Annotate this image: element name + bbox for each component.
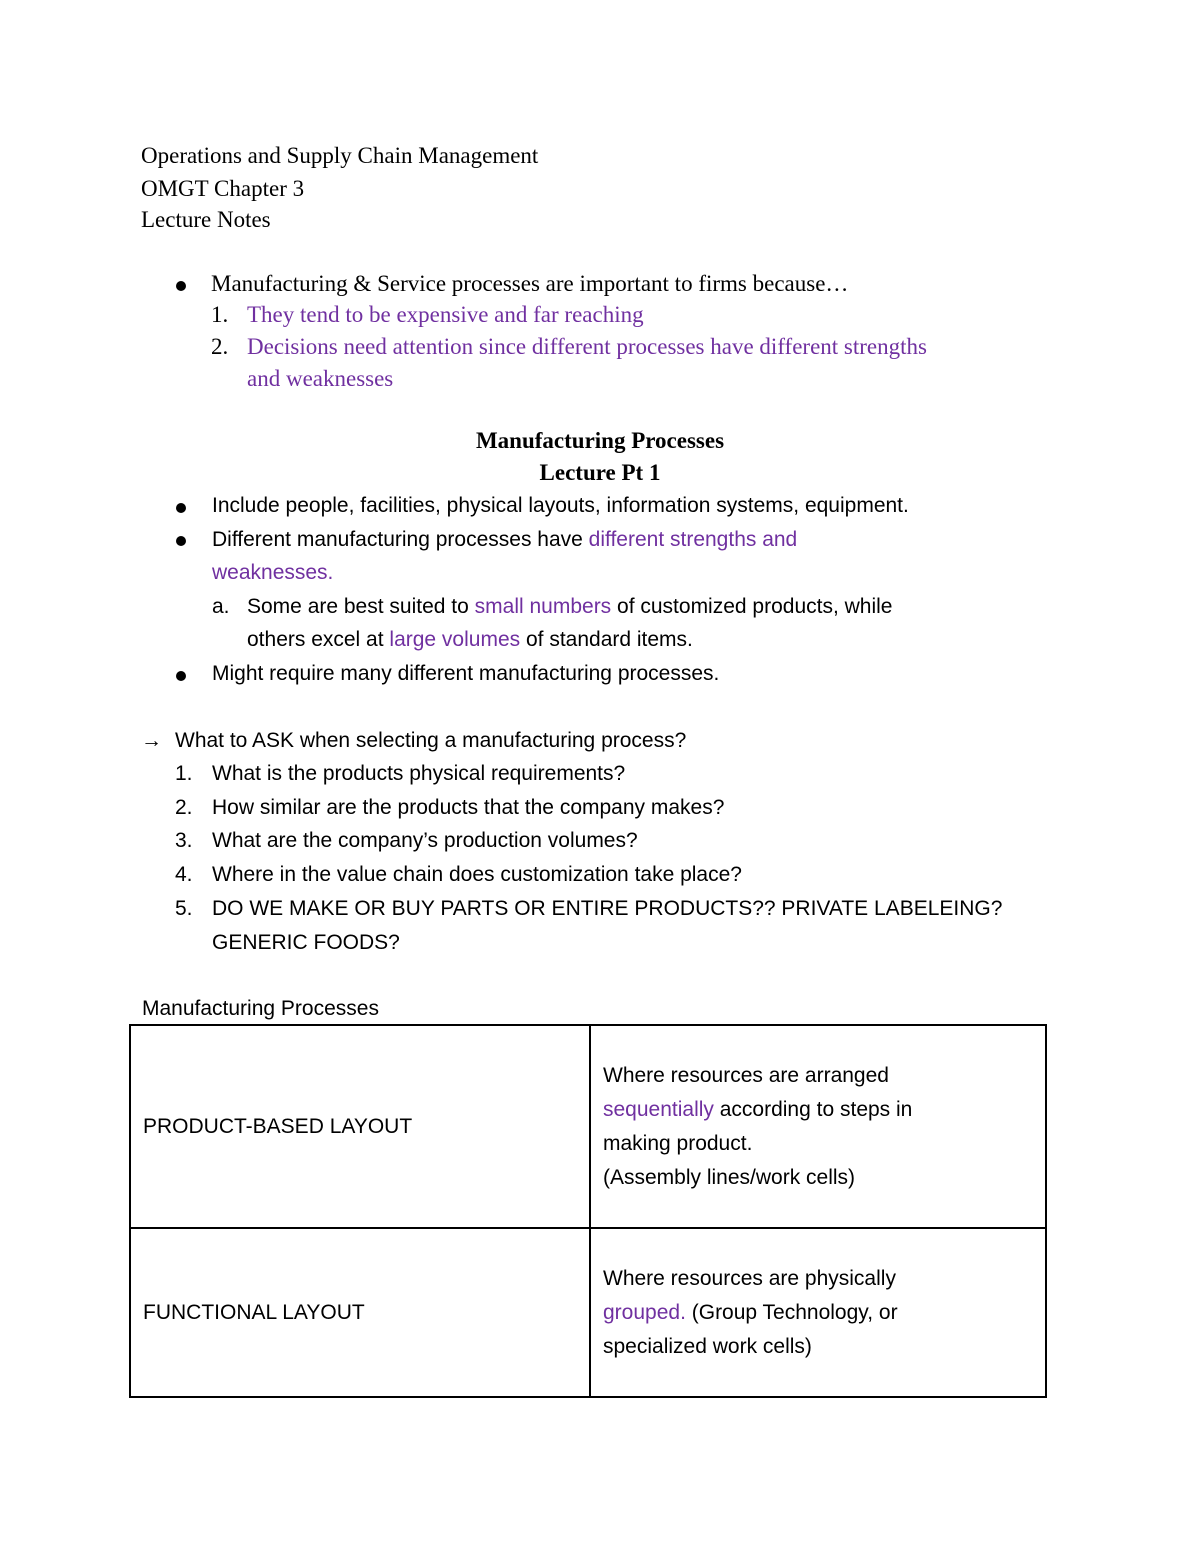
doc-chapter: OMGT Chapter 3 [141, 176, 305, 201]
section-bullet [212, 528, 797, 552]
bullet-text: Different manufacturing processes have [212, 528, 589, 551]
bullet-icon [176, 671, 186, 681]
ask-item-text: DO WE MAKE OR BUY PARTS OR ENTIRE PRODUCTS?? PRIVATE LABELEING? [212, 897, 1003, 920]
intro-item-text: They tend to be expensive and far reaching [247, 302, 644, 327]
intro-item-num: 1. [211, 302, 229, 327]
ask-heading: What to ASK when selecting a manufacturing process? [175, 729, 687, 752]
highlight-text: weaknesses. [212, 561, 334, 584]
highlight-text: different strengths and [588, 528, 798, 551]
section-bullet: Include people, facilities, physical layouts, information systems, equipment. [212, 494, 909, 517]
doc-title: Operations and Supply Chain Management [141, 143, 539, 168]
table-cell-description: Where resources are physically grouped. (Group Technology, or specialized work cells) [590, 1228, 1046, 1397]
table-cell-description: Where resources are arranged sequentially according to steps in making product. (Assembly lines/work cells) [590, 1025, 1046, 1228]
section-bullet: Might require many different manufacturing processes. [212, 662, 720, 685]
ask-item-num: 1. [175, 762, 193, 785]
section-subtitle: Lecture Pt 1 [539, 460, 661, 485]
table-cell-name: PRODUCT-BASED LAYOUT [130, 1025, 590, 1228]
sub-item-label: a. [212, 595, 230, 618]
ask-item-num: 3. [175, 829, 193, 852]
ask-item-text: What are the company’s production volumes? [212, 829, 638, 852]
ask-item-text: Where in the value chain does customization take place? [212, 863, 742, 886]
intro-item-text: and weaknesses [247, 366, 394, 391]
ask-item-text: What is the products physical requirements? [212, 762, 626, 785]
intro-item-text: Decisions need attention since different processes have different strengths [247, 334, 927, 359]
intro-bullet: Manufacturing & Service processes are important to firms because… [211, 271, 849, 296]
doc-subtitle: Lecture Notes [141, 207, 271, 232]
sub-item-text: others excel at large volumes of standard items. [247, 628, 693, 651]
ask-item-text: How similar are the products that the company makes? [212, 796, 725, 819]
bullet-icon [176, 536, 186, 546]
table-caption: Manufacturing Processes [142, 997, 379, 1020]
processes-table [129, 1024, 1047, 1398]
highlight-text: small numbers [474, 595, 612, 618]
table-row [130, 1228, 1046, 1397]
section-title: Manufacturing Processes [475, 428, 725, 453]
ask-item-text: GENERIC FOODS? [212, 931, 400, 954]
highlight-text: large volumes [389, 628, 521, 651]
ask-item-num: 4. [175, 863, 193, 886]
ask-item-num: 2. [175, 796, 193, 819]
bullet-icon [176, 503, 186, 513]
highlight-text: grouped. [603, 1300, 686, 1324]
highlight-text: sequentially [603, 1097, 714, 1121]
intro-item-num: 2. [211, 334, 229, 359]
bullet-icon [176, 281, 186, 291]
arrow-icon: → [141, 729, 162, 752]
table-cell-name: FUNCTIONAL LAYOUT [130, 1228, 590, 1397]
sub-item-text: Some are best suited to small numbers of customized products, while [247, 595, 893, 618]
ask-item-num: 5. [175, 897, 193, 920]
table-row [130, 1025, 1046, 1228]
